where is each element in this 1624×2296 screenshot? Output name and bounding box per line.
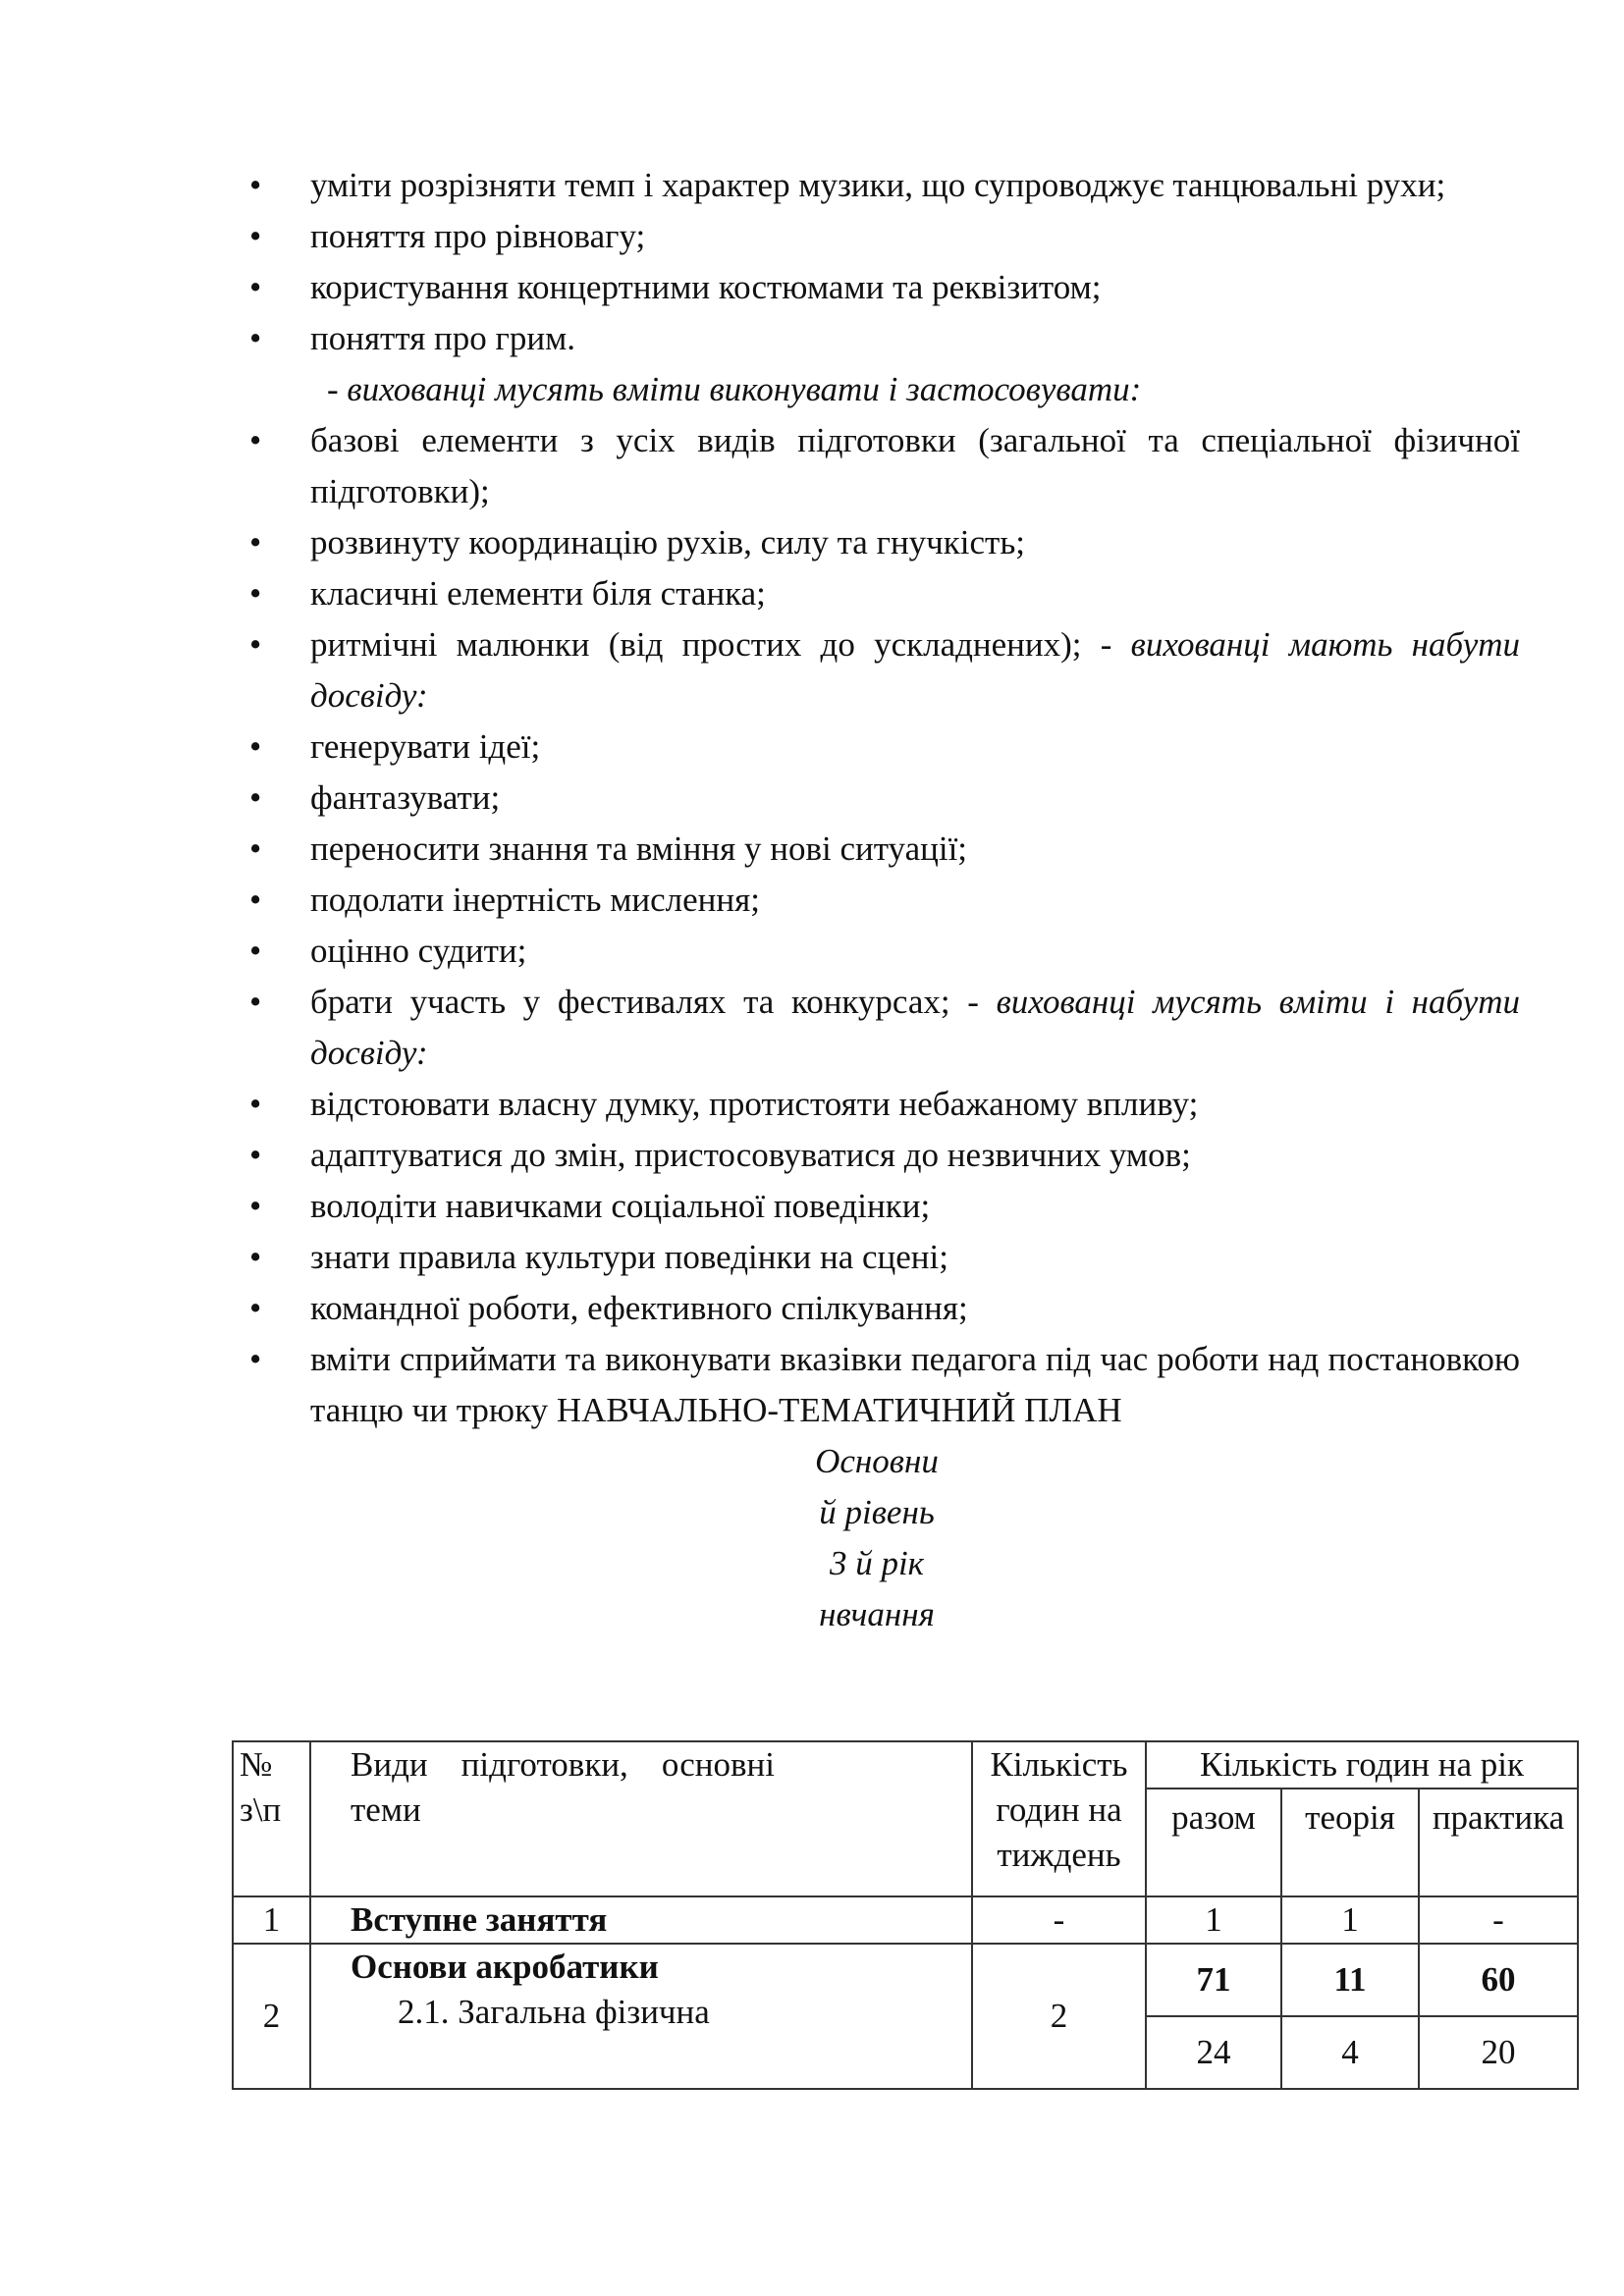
table-row (233, 1944, 1578, 2016)
table-row (233, 1896, 1578, 1944)
bullet-icon: • (249, 319, 262, 357)
row-theory: 11 (1281, 1944, 1419, 2016)
list-item: • володіти навичками соціальної поведінки; (234, 1181, 1520, 1232)
list-item: • оцінно судити; (234, 926, 1520, 977)
row-hours-week: - (972, 1896, 1146, 1944)
table-header-row (233, 1741, 1578, 1789)
bullet-icon: • (249, 829, 262, 868)
header-total: разом (1146, 1789, 1281, 1896)
sub-theory: 4 (1281, 2016, 1419, 2089)
header-practice: практика (1419, 1789, 1578, 1896)
bullet-icon: • (249, 421, 262, 459)
bullet-icon: • (249, 1085, 262, 1123)
list-item: • подолати інертність мислення; (234, 875, 1520, 926)
bullet-icon: • (249, 983, 262, 1021)
list-item: • вміти сприймати та виконувати вказівки педагога під час роботи над постановкою танцю чи трюку НАВЧАЛЬНО-ТЕМАТИЧНИЙ ПЛАН (234, 1334, 1520, 1436)
section-subheading: - вихованці мають набути досвіду: (310, 625, 1520, 715)
list-item: • командної роботи, ефективного спілкування; (234, 1283, 1520, 1334)
document-body (234, 160, 1520, 1640)
row-name: Вступне заняття (310, 1896, 972, 1944)
curriculum-table (232, 1740, 1579, 2090)
bullet-icon: • (249, 932, 262, 970)
row-subtopic: 2.1. Загальна фізична (398, 1993, 710, 2031)
skills-list-c (234, 721, 1520, 1079)
row-practice: 60 (1419, 1944, 1578, 2016)
list-item: • адаптуватися до змін, пристосовуватися до незвичних умов; (234, 1130, 1520, 1181)
bullet-icon: • (249, 1289, 262, 1327)
row-number: 2 (233, 1944, 310, 2089)
bullet-icon: • (249, 778, 262, 817)
section-subheading: - вихованці мусять вміти виконувати і застосовувати: (327, 370, 1142, 408)
skills-list-a (234, 160, 1520, 364)
list-item: • користування концертними костюмами та реквізитом; (234, 262, 1520, 313)
header-theory: теорія (1281, 1789, 1419, 1896)
row-name-cell (310, 1944, 972, 2089)
bullet-icon: • (249, 1238, 262, 1276)
list-item: • класичні елементи біля станка; (234, 568, 1520, 619)
section-subheading: - вихованці мусять вміти і набути досвіду: (310, 983, 1520, 1072)
row-name: Основи акробатики (351, 1948, 659, 1986)
header-hours-year: Кількість годин на рік (1146, 1741, 1578, 1789)
list-item: • знати правила культури поведінки на сцені; (234, 1232, 1520, 1283)
subtitle-line: 3 й рік (829, 1544, 925, 1582)
row-hours-week: 2 (972, 1944, 1146, 2089)
list-item: • відстоювати власну думку, протистояти небажаному впливу; (234, 1079, 1520, 1130)
row-practice: - (1419, 1896, 1578, 1944)
header-hours-week: Кількість годин на тиждень (972, 1741, 1146, 1896)
list-item: • фантазувати; (234, 773, 1520, 824)
list-item: • розвинуту координацію рухів, силу та гнучкість; (234, 517, 1520, 568)
bullet-icon: • (249, 727, 262, 766)
bullet-icon: • (249, 1136, 262, 1174)
bullet-icon: • (249, 217, 262, 255)
skills-list-d (234, 1079, 1520, 1436)
bullet-icon: • (249, 574, 262, 613)
bullet-icon: • (249, 166, 262, 204)
list-item: • переносити знання та вміння у нові ситуації; (234, 824, 1520, 875)
subtitle-line: нвчання (819, 1595, 935, 1633)
row-total: 1 (1146, 1896, 1281, 1944)
skills-list-b (234, 415, 1520, 721)
header-number: № з\п (233, 1741, 310, 1896)
list-item: • генерувати ідеї; (234, 721, 1520, 773)
row-theory: 1 (1281, 1896, 1419, 1944)
bullet-icon: • (249, 625, 262, 664)
list-item: • брати участь у фестивалях та конкурсах; - вихованці мусять вміти і набути досвіду: (234, 977, 1520, 1079)
bullet-icon: • (249, 523, 262, 561)
list-item: • поняття про грим. (234, 313, 1520, 364)
list-item: • уміти розрізняти темп і характер музики, що супроводжує танцювальні рухи; (234, 160, 1520, 211)
list-item: • поняття про рівновагу; (234, 211, 1520, 262)
list-item: • ритмічні малюнки (від простих до ускладнених); - вихованці мають набути досвіду: (234, 619, 1520, 721)
subtitle-line: Основни (815, 1442, 939, 1480)
sub-practice: 20 (1419, 2016, 1578, 2089)
row-total: 71 (1146, 1944, 1281, 2016)
header-types: Види підготовки, основні теми (310, 1741, 972, 1896)
plan-subtitle (234, 1436, 1520, 1640)
bullet-icon: • (249, 1340, 262, 1378)
bullet-icon: • (249, 1187, 262, 1225)
subtitle-line: й рівень (819, 1493, 935, 1531)
row-number: 1 (233, 1896, 310, 1944)
bullet-icon: • (249, 268, 262, 306)
bullet-icon: • (249, 881, 262, 919)
list-item: • базові елементи з усіх видів підготовки (загальної та спеціальної фізичної підготовки); (234, 415, 1520, 517)
sub-total: 24 (1146, 2016, 1281, 2089)
